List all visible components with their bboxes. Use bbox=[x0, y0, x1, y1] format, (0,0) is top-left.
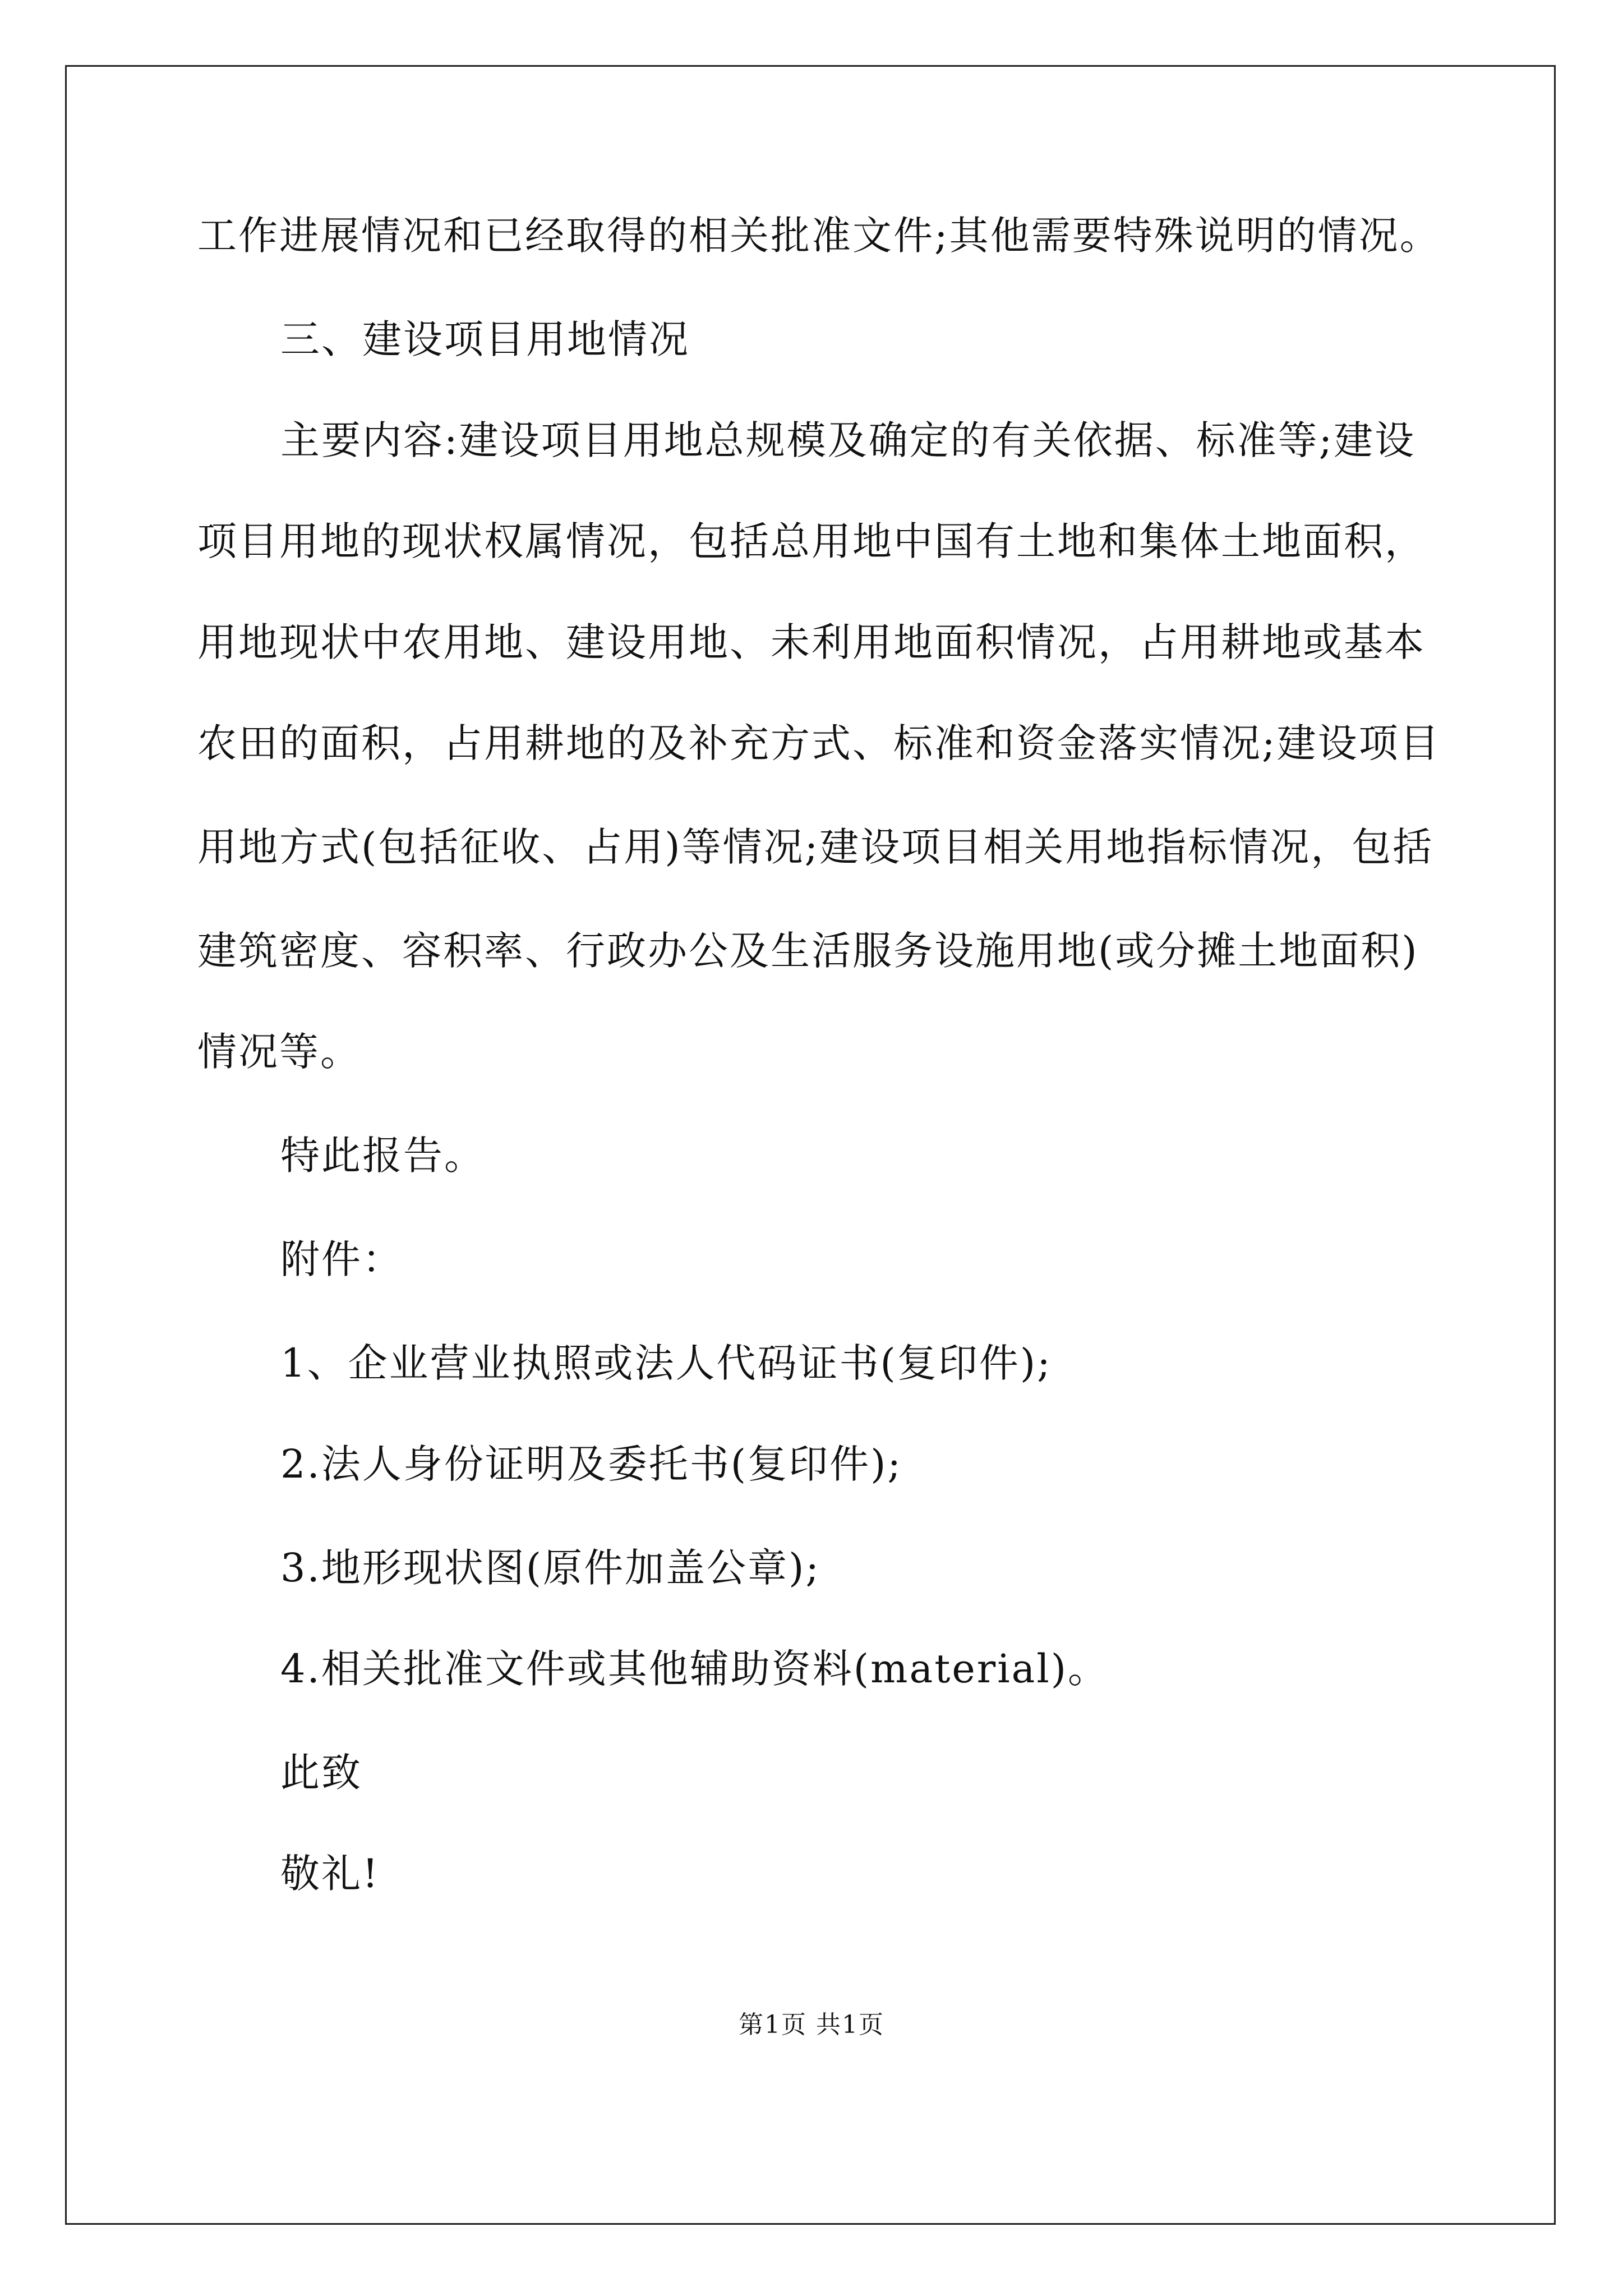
paragraph-line: 项目用地的现状权属情况，包括总用地中国有土地和集体土地面积， bbox=[197, 518, 1426, 564]
attachment-item: 4.相关批准文件或其他辅助资料(material)。 bbox=[280, 1646, 1109, 1692]
salutation-line: 此致 bbox=[280, 1750, 362, 1796]
paragraph-line: 主要内容:建设项目用地总规模及确定的有关依据、标准等;建设 bbox=[280, 417, 1416, 463]
attachments-label: 附件： bbox=[280, 1236, 403, 1282]
attachment-item: 3.地形现状图(原件加盖公章); bbox=[280, 1545, 820, 1591]
attachment-item: 2.法人身份证明及委托书(复印件); bbox=[280, 1441, 902, 1487]
paragraph-line: 建筑密度、容积率、行政办公及生活服务设施用地(或分摊土地面积) bbox=[197, 928, 1419, 974]
attachment-item: 1、企业营业执照或法人代码证书(复印件); bbox=[280, 1340, 1052, 1386]
section-heading: 三、建设项目用地情况 bbox=[280, 316, 690, 362]
paragraph-line: 工作进展情况和已经取得的相关批准文件;其他需要特殊说明的情况。 bbox=[197, 213, 1441, 259]
paragraph-line: 用地方式(包括征收、占用)等情况;建设项目相关用地指标情况，包括 bbox=[197, 824, 1434, 870]
paragraph-line: 用地现状中农用地、建设用地、未利用地面积情况，占用耕地或基本 bbox=[197, 619, 1426, 665]
paragraph-line: 农田的面积，占用耕地的及补充方式、标准和资金落实情况;建设项目 bbox=[197, 720, 1441, 766]
salutation-line: 敬礼! bbox=[280, 1851, 380, 1897]
closing-report: 特此报告。 bbox=[280, 1133, 485, 1179]
page-footer: 第1页 共1页 bbox=[739, 2010, 884, 2039]
paragraph-line: 情况等。 bbox=[197, 1029, 361, 1075]
